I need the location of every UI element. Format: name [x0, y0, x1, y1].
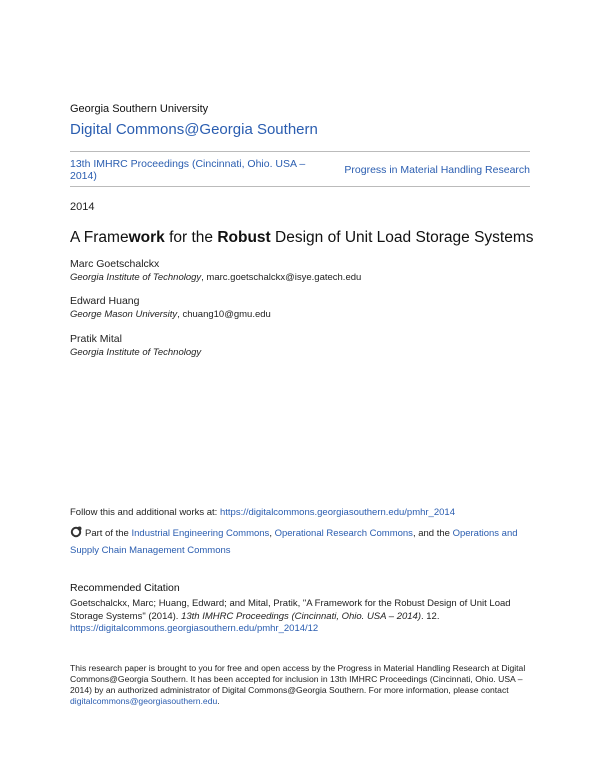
institution-name: Georgia Southern University [70, 103, 209, 115]
author-block [70, 333, 201, 358]
author-block [70, 295, 271, 320]
contact-email-link[interactable]: digitalcommons@georgiasouthern.edu [70, 696, 218, 706]
collection-link-proceedings[interactable]: 13th IMHRC Proceedings (Cincinnati, Ohio. USA – 2014) [70, 158, 306, 182]
repository-name-link[interactable]: Digital Commons@Georgia Southern [70, 121, 318, 138]
industrial-engineering-commons-link[interactable]: Industrial Engineering Commons [131, 528, 270, 539]
author-affiliation: Georgia Institute of Technology [70, 347, 202, 358]
collection-divider [70, 186, 530, 187]
collection-link-series[interactable]: Progress in Material Handling Research [344, 164, 530, 176]
author-block [70, 258, 361, 283]
part-of-line: Part of the Industrial Engineering Commons, Operational Research Commons, and the Operations and Supply Chain Management Commons [70, 528, 518, 556]
commons-network-icon [70, 526, 82, 538]
author-name: Marc Goetschalckx [70, 258, 160, 270]
author-name: Edward Huang [70, 295, 140, 307]
citation-url-link[interactable]: https://digitalcommons.georgiasouthern.edu/pmhr_2014/12 [70, 623, 319, 634]
follow-url-link[interactable]: https://digitalcommons.georgiasouthern.edu/pmhr_2014 [219, 507, 455, 518]
operational-research-commons-link[interactable]: Operational Research Commons [274, 528, 413, 539]
citation-text: Goetschalckx, Marc; Huang, Edward; and Mital, Pratik, "A Framework for the Robust Design of Unit Load Storage Systems" (2014). 13th IMHRC Proceedings (Cincinnati, Ohio. USA – 2014). 12. https://digitalcommons.georgiasouthern.edu/pmhr_2014/12 [70, 598, 511, 634]
operations-supply-chain-commons-link[interactable]: Operations and Supply Chain Management Commons [70, 528, 518, 556]
paper-title: A Framework for the Robust Design of Unit Load Storage Systems [70, 229, 534, 246]
publication-year: 2014 [70, 201, 95, 213]
author-name: Pratik Mital [70, 333, 122, 345]
header-divider [70, 151, 530, 152]
author-affiliation: George Mason University, chuang10@gmu.edu [70, 309, 271, 320]
recommended-citation-heading: Recommended Citation [70, 582, 180, 594]
access-statement: This research paper is brought to you for free and open access by the Progress in Material Handling Research at Digital Commons@Georgia Southern. It has been accepted for inclusion in 13th IMHRC Proceedings (Cincinnati, Ohio. USA – 2014) by an authorized administrator of Digital Commons@Georgia Southern. For more information, please contact digitalcommons@georgiasouthern.edu. [70, 663, 526, 706]
follow-line: Follow this and additional works at: https://digitalcommons.georgiasouthern.edu/pmhr_2014 [70, 507, 455, 518]
author-affiliation: Georgia Institute of Technology, marc.goetschalckx@isye.gatech.edu [70, 272, 362, 283]
